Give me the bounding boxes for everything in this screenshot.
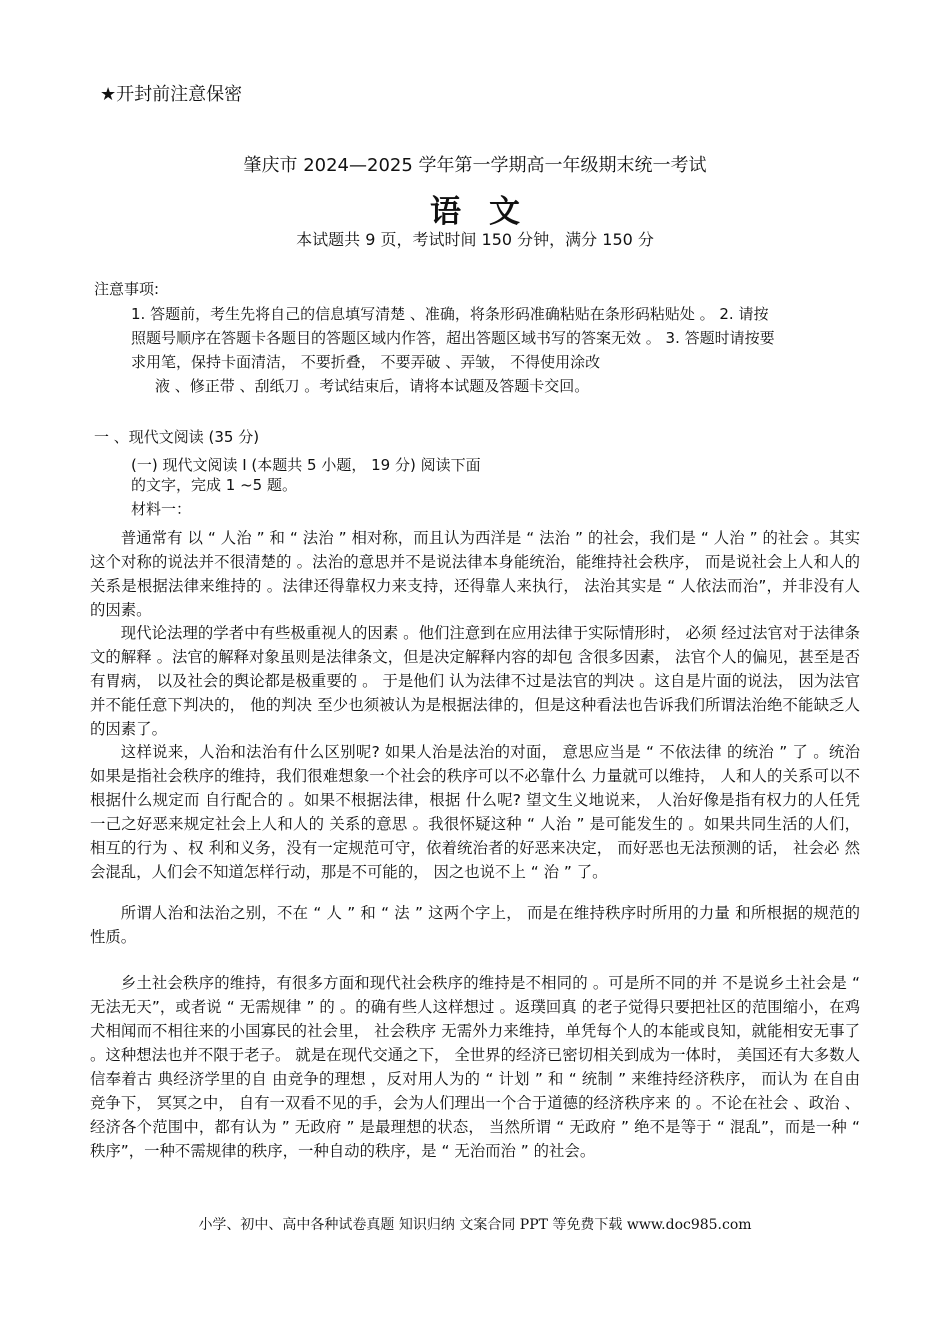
notice-line: 液 、修正带 、刮纸刀 。考试结束后，请将本试题及答题卡交回。 bbox=[155, 377, 590, 395]
notice-line: 1. 答题前，考生先将自己的信息填写清楚 、准确，将条形码准确粘贴在条形码粘贴处 。 2. 请按 bbox=[131, 305, 769, 323]
subsection-line: (一) 现代文阅读 Ⅰ (本题共 5 小题， 19 分) 阅读下面 bbox=[131, 456, 481, 474]
paragraph-4: 所谓人治和法治之别，不在 “ 人 ” 和 “ 法 ” 这两个字上， 而是在维持秩序时所用的力量 和所根据的规范的性质。 bbox=[90, 904, 860, 946]
subject-title: 语文 bbox=[430, 194, 548, 230]
exam-title: 肇庆市 2024—2025 学年第一学期高一年级期末统一考试 bbox=[243, 155, 707, 176]
notice-line: 求用笔，保持卡面清洁， 不要折叠， 不要弄破 、弄皱， 不得使用涂改 bbox=[131, 353, 601, 371]
material-label: 材料一： bbox=[131, 500, 192, 518]
paragraph-3: 这样说来，人治和法治有什么区别呢? 如果人治是法治的对面， 意思应当是 “ 不依法律 的统治 ” 了 。统治如果是指社会秩序的维持，我们很难想象一个社会的秩序可以不必靠什么 力量就可以维持， 人和人的关系可以不根据什么规定而 自行配合的 。如果不根据法律，根据 什么呢? 望文生义地说来， 人治好像是指有权力的人任凭一己之好恶来规定社会上人和人的 关系的意思 。我很怀疑这种 “ 人治 ” 是可能发生的 。如果共同生活的人们，相互的行为 、权 利和义务，没有一定规范可守，依着统治者的好恶来决定， 而好恶也无法预测的话， 社会必 然会混乱，人们会不知道怎样行动，那是不可能的， 因之也说不上 “ 治 ” 了。 bbox=[90, 743, 860, 881]
paragraph-2: 现代论法理的学者中有些极重视人的因素 。他们注意到在应用法律于实际情形时， 必须 经过法官对于法律条文的解释 。法官的解释对象虽则是法律条文，但是决定解释内容的却包 含很多因素， 法官个人的偏见，甚至是否有胃病， 以及社会的舆论都是极重要的 。 于是他们 认为法律不过是法官的判决 。这自是片面的说法， 因为法官并不能任意下判决的， 他的判决 至少也须被认为是根据法律的，但是这种看法也告诉我们所谓法治绝不能缺乏人的因素了。 bbox=[90, 624, 860, 738]
exam-info: 本试题共 9 页，考试时间 150 分钟，满分 150 分 bbox=[296, 230, 654, 249]
paragraph-1: 普通常有 以 “ 人治 ” 和 “ 法治 ” 相对称，而且认为西洋是 “ 法治 ” 的社会，我们是 “ 人治 ” 的社会 。其实这个对称的说法并不很清楚的 。法治的意思并不是说法律本身能统治，能维持社会秩序， 而是说社会上人和人的关系是根据法律来维持的 。法律还得靠权力来支持，还得靠人来执行， 法治其实是 “ 人依法而治”，并非没有人的因素。 bbox=[90, 529, 860, 619]
subsection-heading bbox=[131, 455, 551, 495]
footer-ad: 小学、初中、高中各种试卷真题 知识归纳 文案合同 PPT 等免费下载 www.doc985.com bbox=[198, 1217, 752, 1233]
notice-line: 照题号顺序在答题卡各题目的答题区域内作答，超出答题区域书写的答案无效 。 3. 答题时请按要 bbox=[131, 329, 775, 347]
confidential-notice: ★开封前注意保密 bbox=[100, 84, 243, 105]
notice-body bbox=[131, 302, 856, 398]
paragraph-5: 乡土社会秩序的维持，有很多方面和现代社会秩序的维持是不相同的 。可是所不同的并 不是说乡土社会是 “ 无法无天”，或者说 “ 无需规律 ” 的 。的确有些人这样想过 。返璞回真 的老子觉得只要把社区的范围缩小，在鸡犬相闻而不相往来的小国寡民的社会里， 社会秩序 无需外力来维持，单凭每个人的本能或良知，就能相安无事了 。这种想法也并不限于老子。 就是在现代交通之下， 全世界的经济已密切相关到成为一体时， 美国还有大多数人信奉着古 典经济学里的自 由竞争的理想 ，反对用人为的 “ 计划 ” 和 “ 统制 ” 来维持经济秩序， 而认为 在自由竞争下， 冥冥之中， 自有一双看不见的手，会为人们理出一个合于道德的经济秩序来 的 。不论在社会 、政治 、经济各个范围中，都有认为 ” 无政府 ” 是最理想的状态， 当然所谓 “ 无政府 ” 绝不是等于 “ 混乱”，而是一种 “ 秩序”，一种不需规律的秩序，一种自动的秩序，是 “ 无治而治 ” 的社会。 bbox=[90, 974, 860, 1160]
subsection-line: 的文字，完成 1 ~5 题。 bbox=[131, 476, 297, 494]
section-heading: 一 、现代文阅读 (35 分) bbox=[94, 428, 260, 446]
notice-heading: 注意事项: bbox=[94, 280, 160, 298]
